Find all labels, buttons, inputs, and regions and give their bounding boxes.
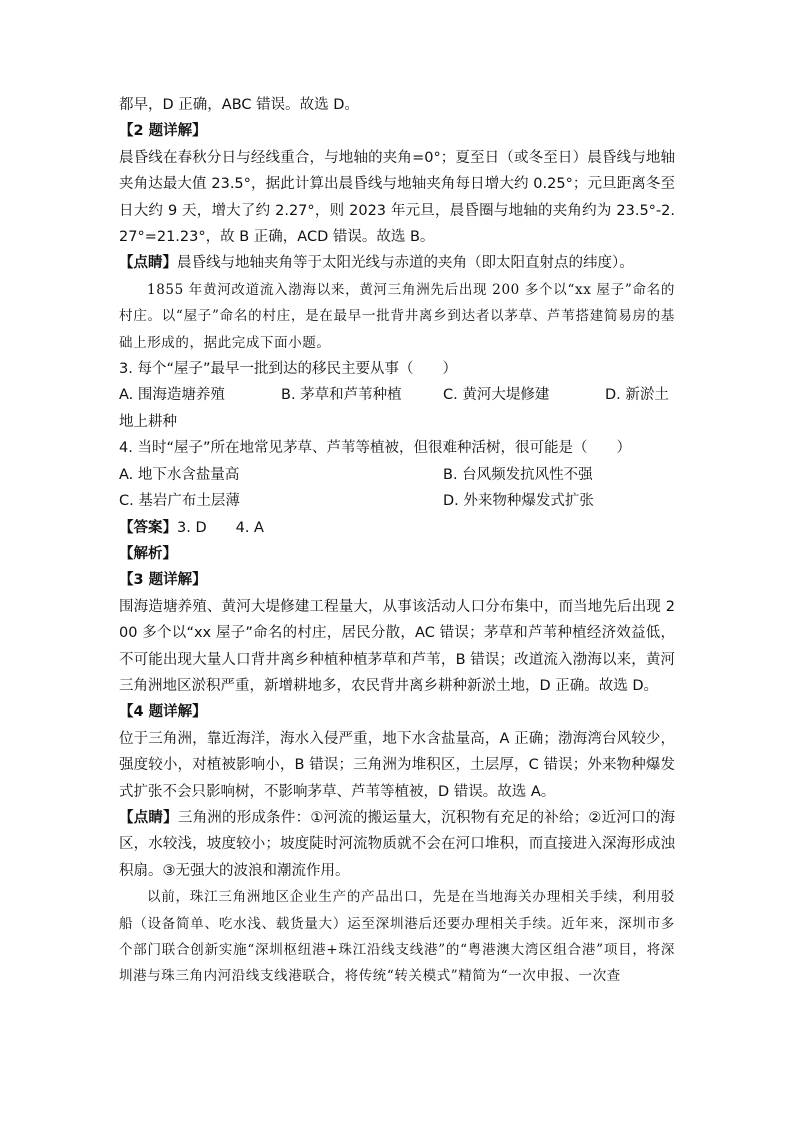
q3-option-a: A. 围海造塘养殖 xyxy=(119,387,225,404)
question-4-options-row-1 xyxy=(119,462,675,488)
q3-detail-heading-text: 【3 题详解】 xyxy=(119,572,207,589)
q4-option-a: A. 地下水含盐量高 xyxy=(119,466,240,483)
tip-2 xyxy=(119,805,675,884)
tip-1 xyxy=(119,250,675,276)
question-4-options-row-2 xyxy=(119,488,675,514)
tip-1-text: 晨昏线与地轴夹角等于太阳光线与赤道的夹角（即太阳直射点的纬度）。 xyxy=(177,255,634,272)
tip-2-text: 三角洲的形成条件：①河流的搬运量大，沉积物有充足的补给；②近河口的海区，水较浅，坡度较小；坡度陡时河流物质就不会在河口堆积，而直接进入深海形成浊积扇。③无强大的波浪和潮流作用。 xyxy=(119,809,676,879)
q4-option-d: D. 外来物种爆发式扩张 xyxy=(443,493,594,510)
analysis-heading xyxy=(119,541,675,567)
question-3-options xyxy=(119,382,675,408)
question-4-stem: 4. 当时“屋子”所在地常见茅草、芦苇等植被，但很难种活树，很可能是（ ） xyxy=(119,440,631,457)
material-passage-1: 1855 年黄河改道流入渤海以来，黄河三角洲先后出现 200 多个以“xx 屋子”命名的村庄。以“屋子”命名的村庄，是在最早一批背井离乡到达者以茅草、芦苇搭建简易房的基础上形成的，据此完成下面小题。 xyxy=(119,281,675,351)
material-passage-2: 以前，珠江三角洲地区企业生产的产品出口，先是在当地海关办理相关手续，利用驳船（设备简单、吃水浅、载货量大）运至深圳港后还要办理相关手续。近年来，深圳市多个部门联合创新实施“深圳枢纽港+珠江沿线支线港”的“粤港澳大湾区组合港”项目，将深圳港与珠三角内河沿线支线港联合，将传统“转关模式”精简为“一次申报、一次查 xyxy=(119,889,675,985)
q3-option-b: B. 茅草和芦苇种植 xyxy=(281,387,402,404)
question-3-stem: 3. 每个“屋子”最早一批到达的移民主要从事（ ） xyxy=(119,361,457,378)
tip-1-label: 【点睛】 xyxy=(119,255,177,272)
answer-tail-line: 都早，D 正确，ABC 错误。故选 D。 xyxy=(119,97,359,113)
tip-2-label: 【点睛】 xyxy=(119,809,178,826)
document-body xyxy=(119,92,675,990)
q3-detail-heading xyxy=(119,567,675,593)
q3-detail-text: 围海造塘养殖、黄河大堤修建工程量大，从事该活动人口分布集中，而当地先后出现 200 多个以“xx 屋子”命名的村庄，居民分散，AC 错误；茅草和芦苇种植经济效益低，不可能出现大量人口背井离乡种植种植茅草和芦苇，B 错误；改道流入渤海以来，黄河三角洲地区淤积严重，新增耕地多，农民背井离乡耕种新淤土地，D 正确。故选 D。 xyxy=(119,598,675,694)
q4-option-b: B. 台风频发抗风性不强 xyxy=(443,466,593,483)
q2-detail-heading-text: 【2 题详解】 xyxy=(119,123,207,140)
q4-detail-heading-text: 【4 题详解】 xyxy=(119,704,207,721)
analysis-heading-text: 【解析】 xyxy=(119,545,177,562)
q3-option-d: D. 新淤土 xyxy=(605,387,669,404)
answer-label: 【答案】 xyxy=(119,519,177,536)
q3-option-c: C. 黄河大堤修建 xyxy=(443,387,550,404)
q4-detail-text: 位于三角洲，靠近海洋，海水入侵严重，地下水含盐量高，A 正确；渤海湾台风较少，强度较小，对植被影响小，B 错误；三角洲为堆积区，土层厚，C 错误；外来物种爆发式扩张不会只影响树，不影响茅草、芦苇等植被，D 错误。故选 A。 xyxy=(119,730,675,800)
q4-detail-heading xyxy=(119,699,675,725)
answer-values: 3. D 4. A xyxy=(177,519,264,536)
q4-option-c: C. 基岩广布土层薄 xyxy=(119,493,240,510)
q3-option-d-continuation: 地上耕种 xyxy=(119,413,177,430)
q2-detail-heading xyxy=(119,118,675,144)
answer-line xyxy=(119,515,675,541)
q2-detail-text: 晨昏线在春秋分日与经线重合，与地轴的夹角=0°；夏至日（或冬至日）晨昏线与地轴夹角达最大值 23.5°，据此计算出晨昏线与地轴夹角每日增大约 0.25°；元旦距离冬至日大约 9 天，增大了约 2.27°，则 2023 年元旦，晨昏圈与地轴的夹角约为 23.5°-2.27°=21.23°，故 B 正确，ACD 错误。故选 B。 xyxy=(119,149,675,246)
